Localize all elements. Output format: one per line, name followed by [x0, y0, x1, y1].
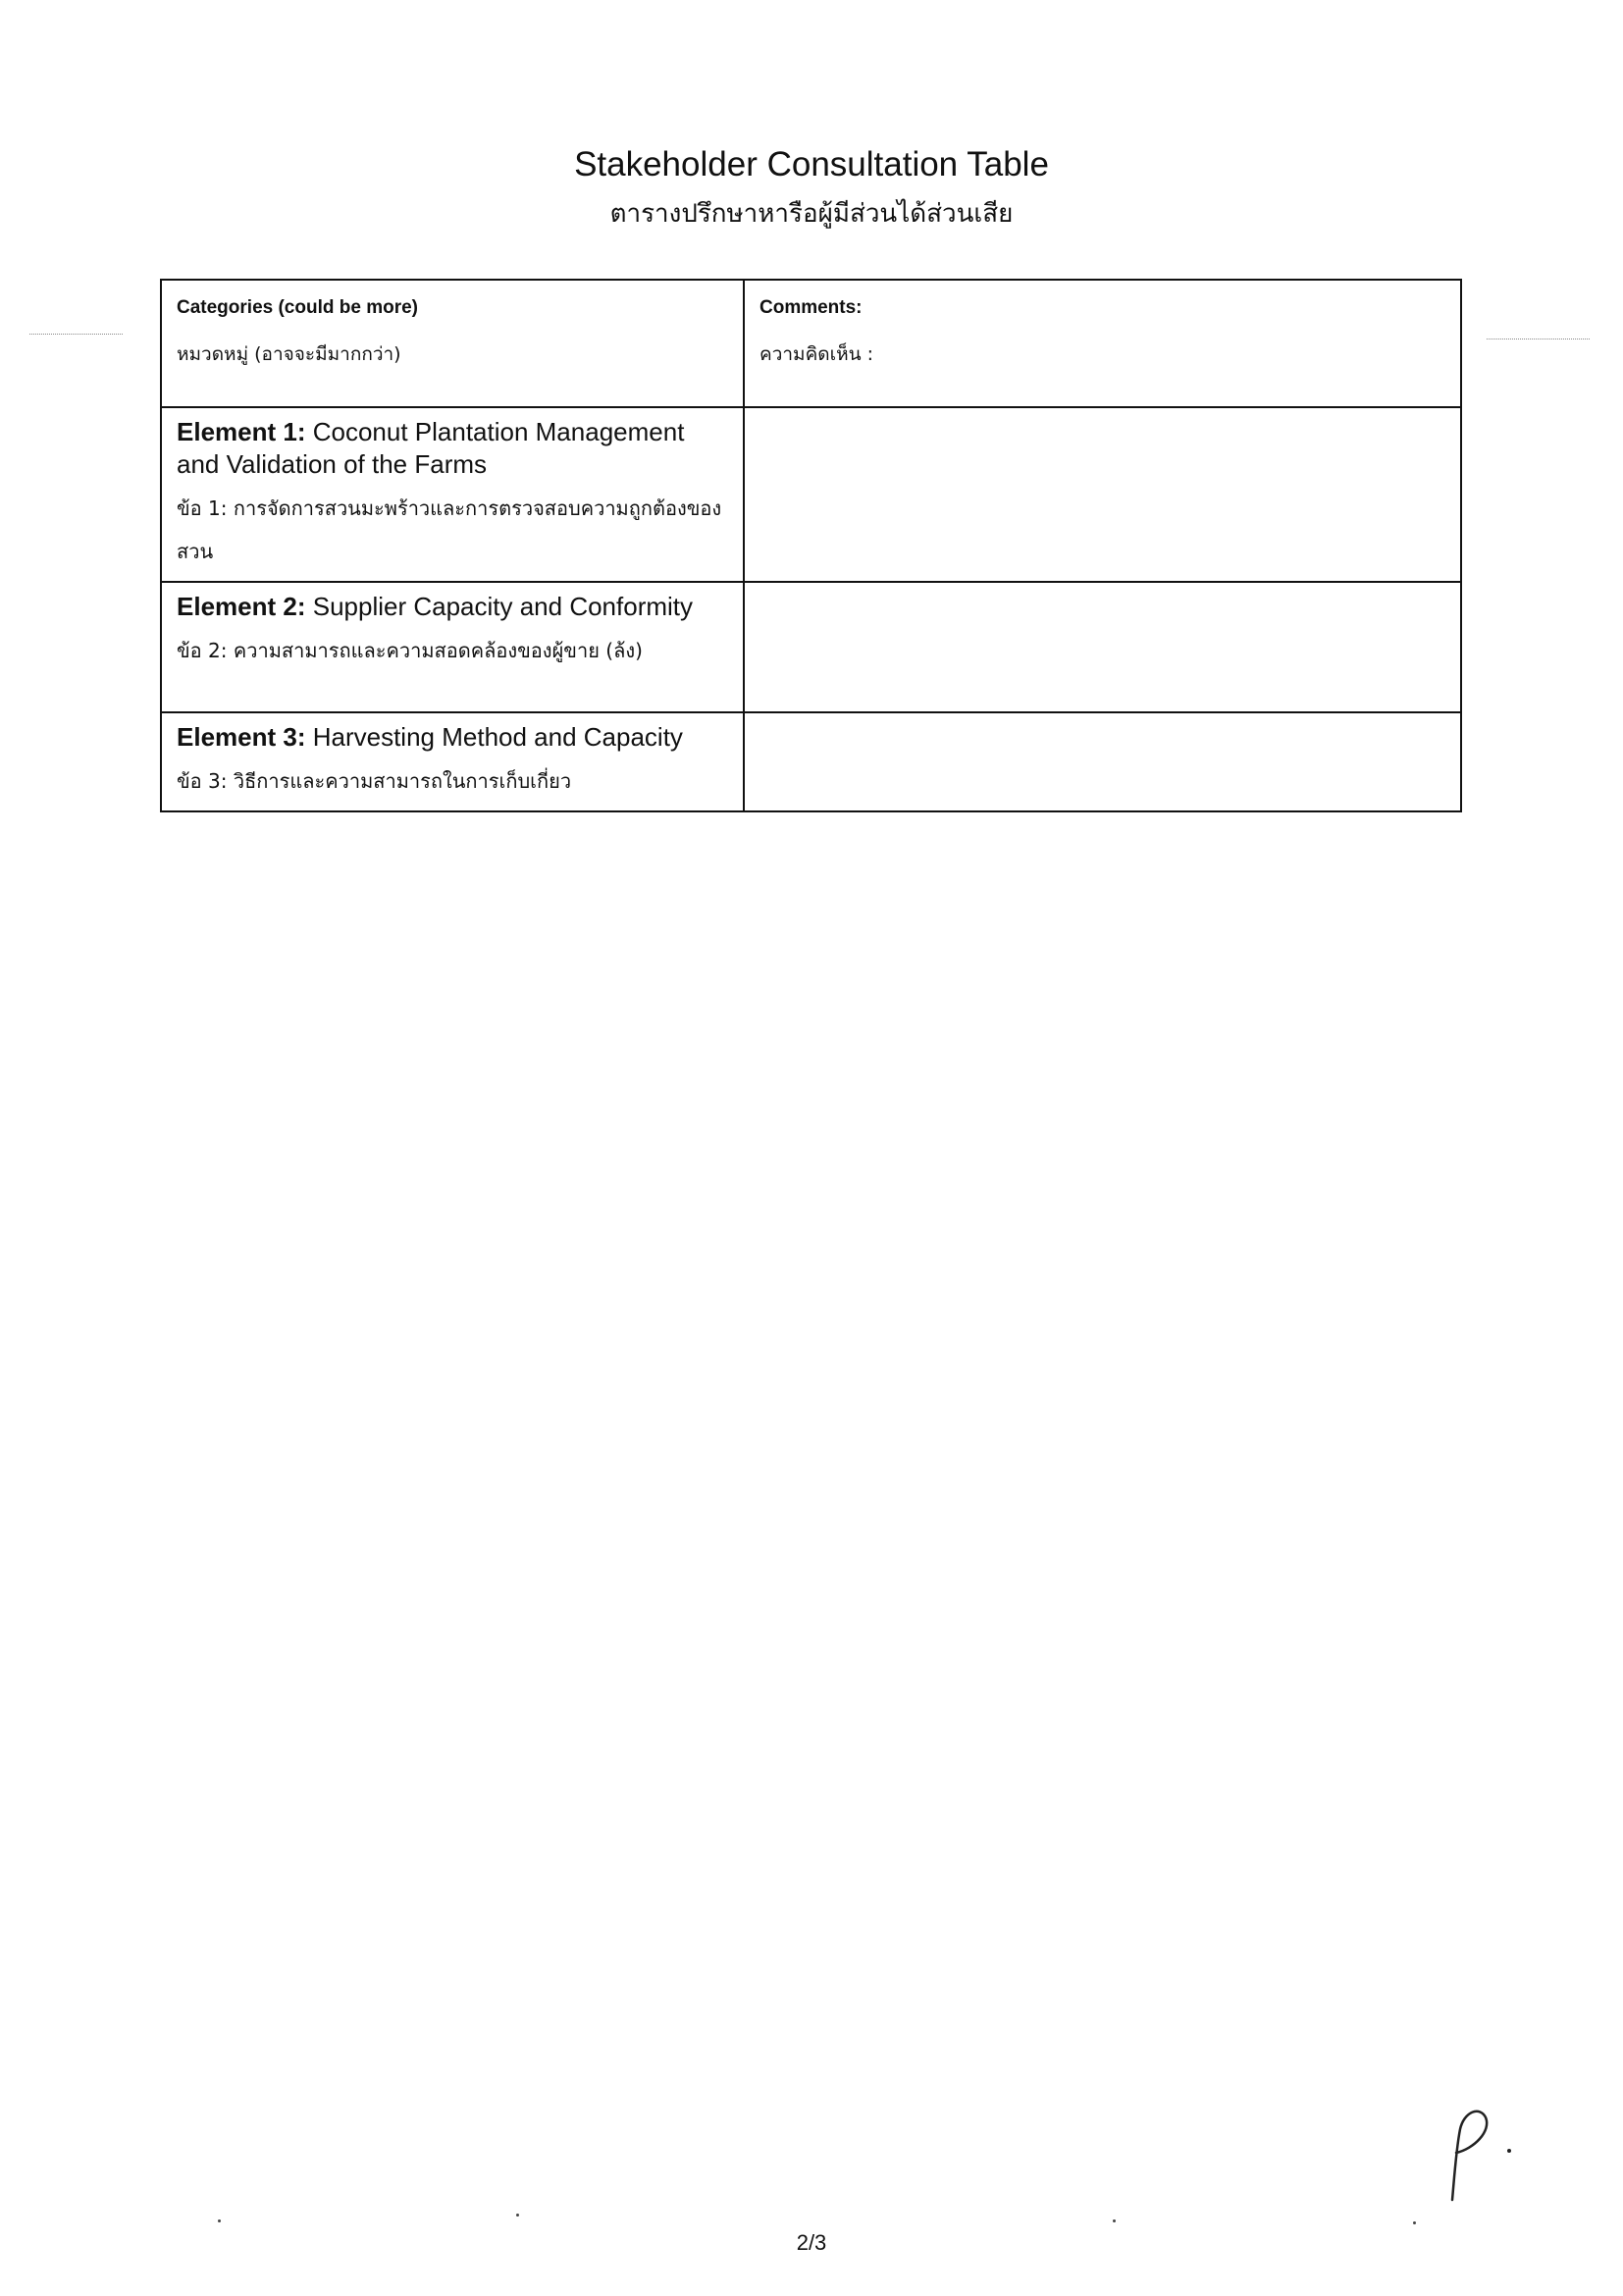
element-cell	[161, 582, 744, 712]
comment-cell[interactable]	[744, 407, 1461, 582]
page-number: 2/3	[796, 2230, 827, 2255]
scan-speck	[1413, 2221, 1416, 2224]
element-label: Element 3:	[177, 722, 306, 752]
document-subtitle-thai: ตารางปรึกษาหารือผู้มีส่วนได้ส่วนเสีย	[609, 199, 1014, 229]
categories-header-label-thai: หมวดหมู่ (อาจจะมีมากกว่า)	[177, 343, 401, 365]
element-title	[177, 721, 728, 754]
element-title	[177, 416, 728, 481]
categories-header-label: Categories (could be more)	[177, 297, 418, 318]
comment-cell[interactable]	[744, 712, 1461, 811]
comment-cell[interactable]	[744, 582, 1461, 712]
element-label: Element 2:	[177, 592, 306, 621]
table-row	[161, 582, 1461, 712]
element-title-thai: ข้อ 3: วิธีการและความสามารถในการเก็บเกี่ยว	[177, 769, 572, 793]
comments-header-cell	[744, 280, 1461, 407]
scan-speck	[218, 2219, 221, 2222]
document-title: Stakeholder Consultation Table	[574, 145, 1049, 183]
element-title-text: Harvesting Method and Capacity	[305, 722, 683, 752]
table-row	[161, 712, 1461, 811]
scan-artifact-left	[29, 334, 123, 335]
table-row	[161, 407, 1461, 582]
element-title-text: Supplier Capacity and Conformity	[305, 592, 694, 621]
categories-header-cell	[161, 280, 744, 407]
element-title	[177, 591, 728, 623]
element-label: Element 1:	[177, 417, 306, 446]
comments-header-label-thai: ความคิดเห็น :	[759, 343, 874, 365]
handwritten-initial-signature	[1440, 2100, 1539, 2208]
element-title-thai: ข้อ 1: การจัดการสวนมะพร้าวและการตรวจสอบความถูกต้องของสวน	[177, 496, 722, 563]
scan-speck	[516, 2214, 519, 2217]
element-cell	[161, 407, 744, 582]
element-title-text: Coconut Plantation Management and Validation of the Farms	[177, 417, 685, 479]
comments-header-label: Comments:	[759, 297, 863, 318]
scan-speck	[1113, 2219, 1116, 2222]
element-cell	[161, 712, 744, 811]
table-header-row	[161, 280, 1461, 407]
element-title-thai: ข้อ 2: ความสามารถและความสอดคล้องของผู้ขาย (ล้ง)	[177, 639, 643, 662]
consultation-table	[160, 279, 1462, 812]
